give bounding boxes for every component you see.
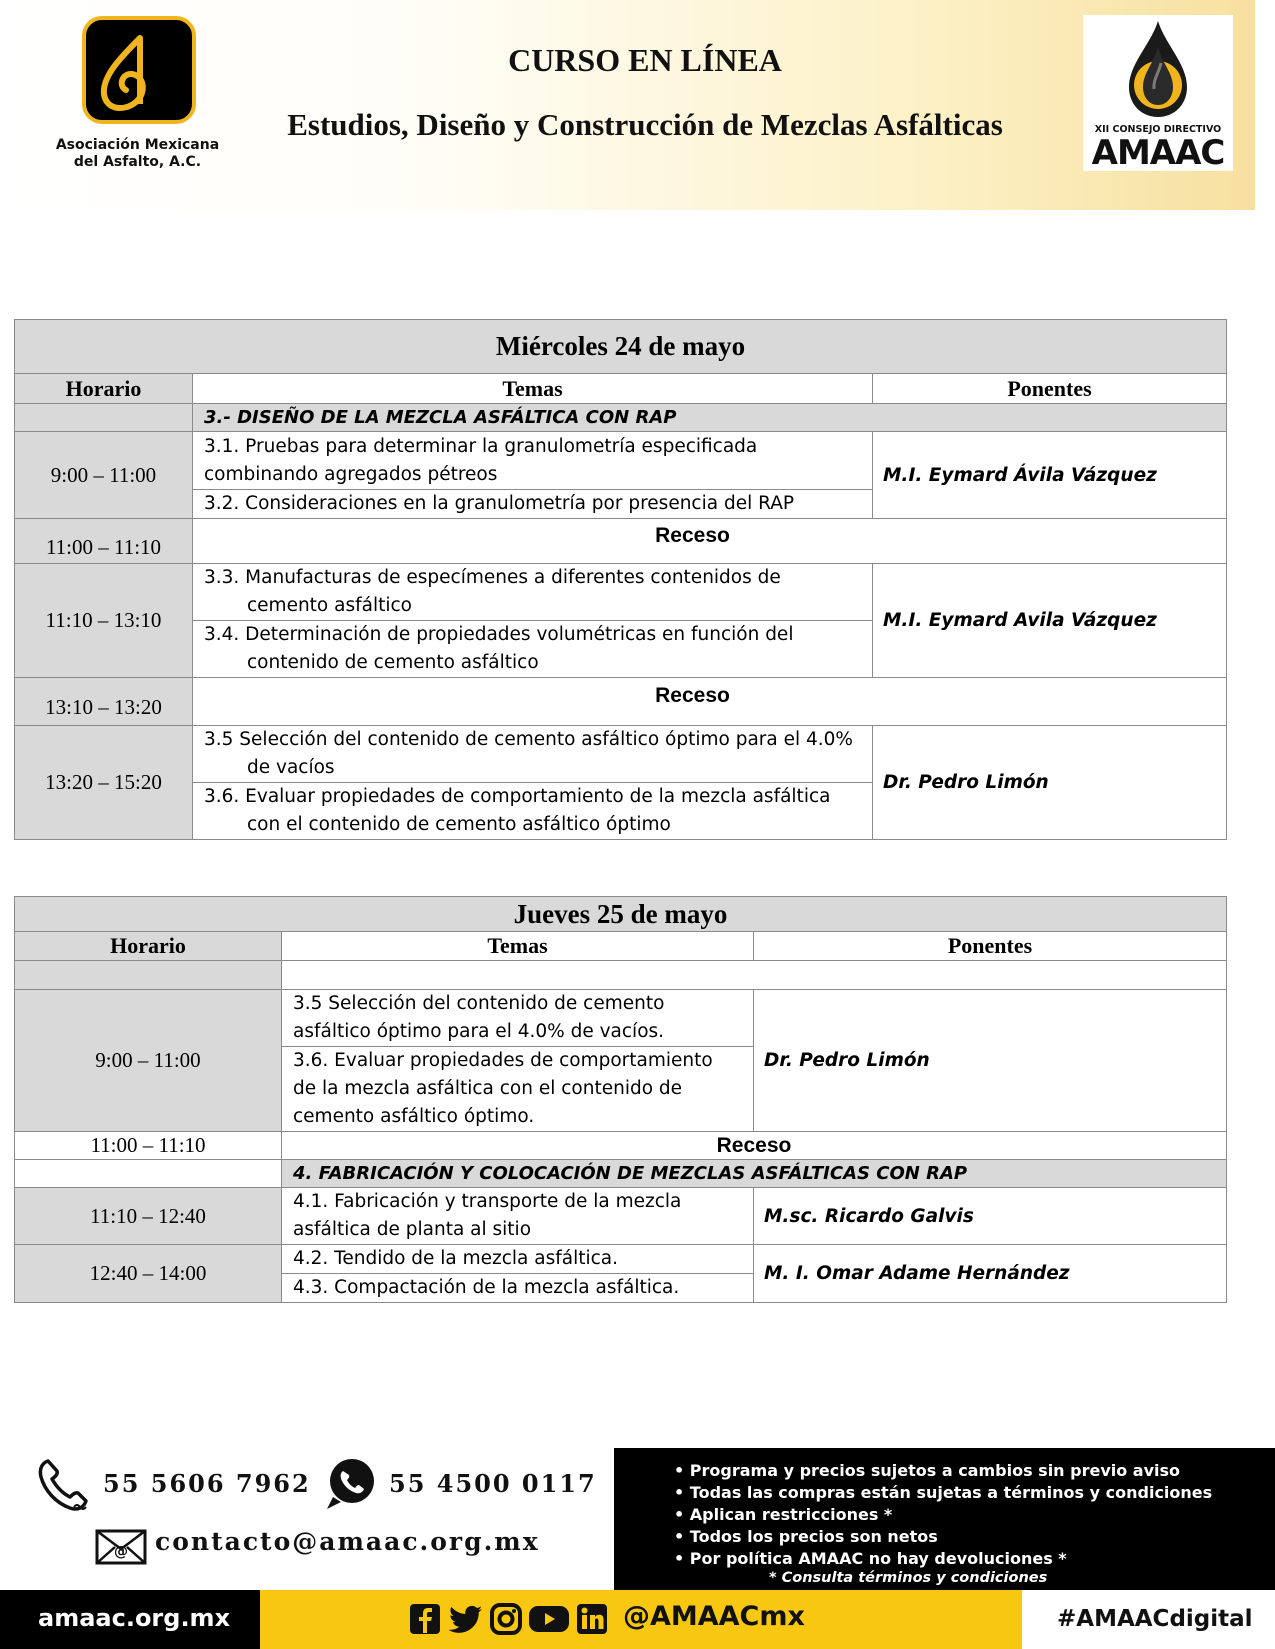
break-label: Receso (193, 678, 1227, 726)
day-title: Miércoles 24 de mayo (15, 320, 1227, 374)
empty-cell (15, 1160, 282, 1188)
facebook-icon[interactable] (409, 1603, 441, 1635)
time-slot: 9:00 – 11:00 (15, 990, 282, 1132)
svg-text:@: @ (114, 1544, 128, 1560)
notice-list (674, 1460, 1212, 1570)
whatsapp-number: 55 4500 0117 (389, 1469, 597, 1498)
speaker-name: M.sc. Ricardo Galvis (754, 1188, 1227, 1245)
hashtag: #AMAACdigital (1057, 1606, 1253, 1632)
speaker-name: M.I. Eymard Avila Vázquez (873, 564, 1227, 678)
column-header-ponentes: Ponentes (754, 932, 1227, 961)
hashtag-bar (1022, 1590, 1275, 1649)
column-header-temas: Temas (193, 374, 873, 404)
notice-item: • Todos los precios son netos (674, 1526, 1212, 1548)
time-slot: 12:40 – 14:00 (15, 1245, 282, 1303)
empty-cell (282, 961, 1227, 990)
section-heading: 4. FABRICACIÓN Y COLOCACIÓN DE MEZCLAS ASFÁLTICAS CON RAP (282, 1160, 1227, 1188)
notice-item: • Aplican restricciones * (674, 1504, 1212, 1526)
asphalt-drop-icon (1121, 19, 1195, 119)
section-heading: 3.- DISEÑO DE LA MEZCLA ASFÁLTICA CON RAP (193, 404, 1227, 432)
notice-item: • Programa y precios sujetos a cambios sin previo aviso (674, 1460, 1212, 1482)
schedule-table-day1 (14, 319, 1227, 840)
time-slot: 11:00 – 11:10 (15, 1132, 282, 1160)
empty-cell (15, 404, 193, 432)
topic-item: 4.1. Fabricación y transporte de la mezcla asfáltica de planta al sitio (282, 1188, 754, 1245)
notice-box (614, 1448, 1275, 1590)
break-label: Receso (193, 519, 1227, 564)
schedule-table-day2 (14, 896, 1227, 1303)
topic-item: 4.3. Compactación de la mezcla asfáltica. (282, 1274, 754, 1303)
column-header-horario: Horario (15, 374, 193, 404)
day-title: Jueves 25 de mayo (15, 897, 1227, 932)
notice-item: • Por política AMAAC no hay devoluciones * (674, 1548, 1212, 1570)
time-slot: 13:10 – 13:20 (15, 678, 193, 726)
page-header (0, 0, 1255, 210)
time-slot: 11:10 – 12:40 (15, 1188, 282, 1245)
topic-item: 3.6. Evaluar propiedades de comportamiento de la mezcla asfáltica con el contenido de cemento asfáltico óptimo (193, 783, 873, 840)
topic-item: 3.3. Manufacturas de especímenes a diferentes contenidos de cemento asfáltico (193, 564, 873, 621)
youtube-icon[interactable] (528, 1603, 570, 1635)
social-bar (260, 1590, 1022, 1649)
association-name: Asociación Mexicana del Asfalto, A.C. (55, 137, 220, 170)
phone-number: 55 5606 7962 (103, 1469, 311, 1498)
linkedin-icon[interactable] (576, 1603, 608, 1635)
column-header-temas: Temas (282, 932, 754, 961)
whatsapp-icon (323, 1457, 379, 1511)
topic-item: 3.2. Consideraciones en la granulometría por presencia del RAP (193, 490, 873, 519)
page-title: CURSO EN LÍNEA (508, 42, 782, 78)
speaker-name: Dr. Pedro Limón (873, 726, 1227, 840)
phone-icon (36, 1457, 92, 1513)
speaker-name: M. I. Omar Adame Hernández (754, 1245, 1227, 1303)
time-slot: 13:20 – 15:20 (15, 726, 193, 840)
break-label: Receso (282, 1132, 1227, 1160)
email-icon (95, 1529, 147, 1565)
topic-item: 3.5 Selección del contenido de cemento asfáltico óptimo para el 4.0% de vacíos (193, 726, 873, 783)
empty-cell (15, 961, 282, 990)
twitter-icon[interactable] (448, 1603, 484, 1635)
notice-item: • Todas las compras están sujetas a términos y condiciones (674, 1482, 1212, 1504)
email-address[interactable]: contacto@amaac.org.mx (155, 1527, 540, 1556)
topic-item: 3.5 Selección del contenido de cemento asfáltico óptimo para el 4.0% de vacíos. (282, 990, 754, 1047)
page-subtitle: Estudios, Diseño y Construcción de Mezclas Asfálticas (287, 107, 1003, 142)
notice-footnote: * Consulta términos y condiciones (769, 1570, 1048, 1586)
column-header-ponentes: Ponentes (873, 374, 1227, 404)
speaker-name: Dr. Pedro Limón (754, 990, 1227, 1132)
social-handle[interactable]: @AMAACmx (623, 1601, 805, 1632)
speaker-name: M.I. Eymard Ávila Vázquez (873, 432, 1227, 519)
topic-item: 3.4. Determinación de propiedades volumétricas en función del contenido de cemento asfáltico (193, 621, 873, 678)
amx-association-logo (82, 16, 196, 124)
column-header-horario: Horario (15, 932, 282, 961)
time-slot: 11:00 – 11:10 (15, 519, 193, 564)
website-link[interactable]: amaac.org.mx (38, 1604, 231, 1632)
topic-item: 3.1. Pruebas para determinar la granulometría especificada combinando agregados pétreos (193, 432, 873, 490)
time-slot: 11:10 – 13:10 (15, 564, 193, 678)
time-slot: 9:00 – 11:00 (15, 432, 193, 519)
topic-item: 4.2. Tendido de la mezcla asfáltica. (282, 1245, 754, 1274)
topic-item: 3.6. Evaluar propiedades de comportamiento de la mezcla asfáltica con el contenido de cemento asfáltico óptimo. (282, 1047, 754, 1132)
instagram-icon[interactable] (490, 1603, 522, 1635)
amaac-logo: XII CONSEJO DIRECTIVO AMAAC (1083, 15, 1233, 171)
website-bar (0, 1590, 260, 1649)
